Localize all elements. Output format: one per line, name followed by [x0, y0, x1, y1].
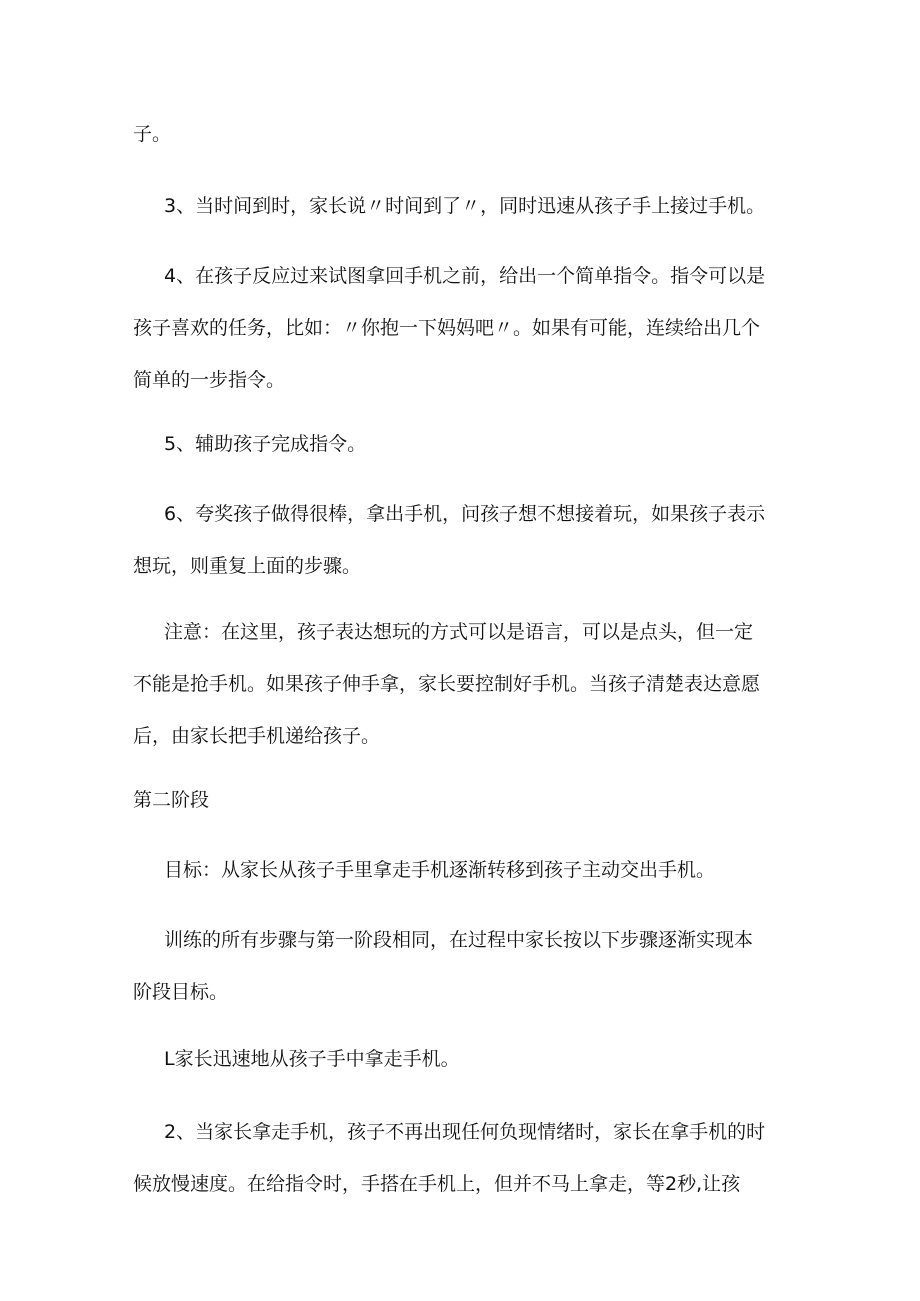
text-line: 子。 — [133, 123, 172, 145]
text-line: 训练的所有步骤与第一阶段相同，在过程中家长按以下步骤逐渐实现本 — [164, 929, 754, 951]
paragraph-note — [133, 606, 803, 762]
heading-text: 第二阶段 — [133, 789, 210, 811]
text-line: 6、夸奖孩子做得很棒，拿出手机，问孩子想不想接着玩，如果孩子表示 — [164, 503, 766, 525]
text-line: 3、当时间到时，家长说〃时间到了〃，同时迅速从孩子手上接过手机。 — [164, 195, 766, 217]
text-line: 孩子喜欢的任务，比如：〃你抱一下妈妈吧〃。如果有可能，连续给出几个 — [133, 317, 761, 339]
text-line: 4、在孩子反应过来试图拿回手机之前，给出一个简单指令。指令可以是 — [164, 265, 766, 287]
paragraph-step-6 — [133, 488, 803, 592]
text-line: 阶段目标。 — [133, 981, 229, 1003]
text-line: 2、当家长拿走手机，孩子不再出现任何负现情绪时，家长在拿手机的时 — [164, 1121, 766, 1143]
paragraph-step-4 — [133, 250, 803, 406]
text-line: 注意：在这里，孩子表达想玩的方式可以是语言，可以是点头，但一定 — [164, 621, 754, 643]
text-line: 想玩，则重复上面的步骤。 — [133, 555, 362, 577]
section-heading — [133, 774, 803, 826]
text-line: 后，由家长把手机递给孩子。 — [133, 725, 381, 747]
paragraph-step-1 — [133, 1033, 803, 1085]
text-line: 目标：从家长从孩子手里拿走手机逐渐转移到孩子主动交出手机。 — [164, 859, 716, 881]
text-line: 不能是抢手机。如果孩子伸手拿，家长要控制好手机。当孩子清楚表达意愿 — [133, 673, 761, 695]
paragraph-continuation — [133, 108, 803, 160]
paragraph-step-2 — [133, 1106, 803, 1210]
paragraph-step-3 — [133, 180, 803, 232]
paragraph-step-5 — [133, 418, 803, 470]
paragraph-goal — [133, 844, 803, 896]
text-line: 候放慢速度。在给指令时，手搭在手机上，但并不马上拿走，等2秒,让孩 — [133, 1173, 741, 1195]
paragraph-training — [133, 914, 803, 1018]
text-line: 简单的一步指令。 — [133, 369, 286, 391]
text-line: L家长迅速地从孩子手中拿走手机。 — [164, 1048, 460, 1070]
text-line: 5、辅助孩子完成指令。 — [164, 433, 367, 455]
